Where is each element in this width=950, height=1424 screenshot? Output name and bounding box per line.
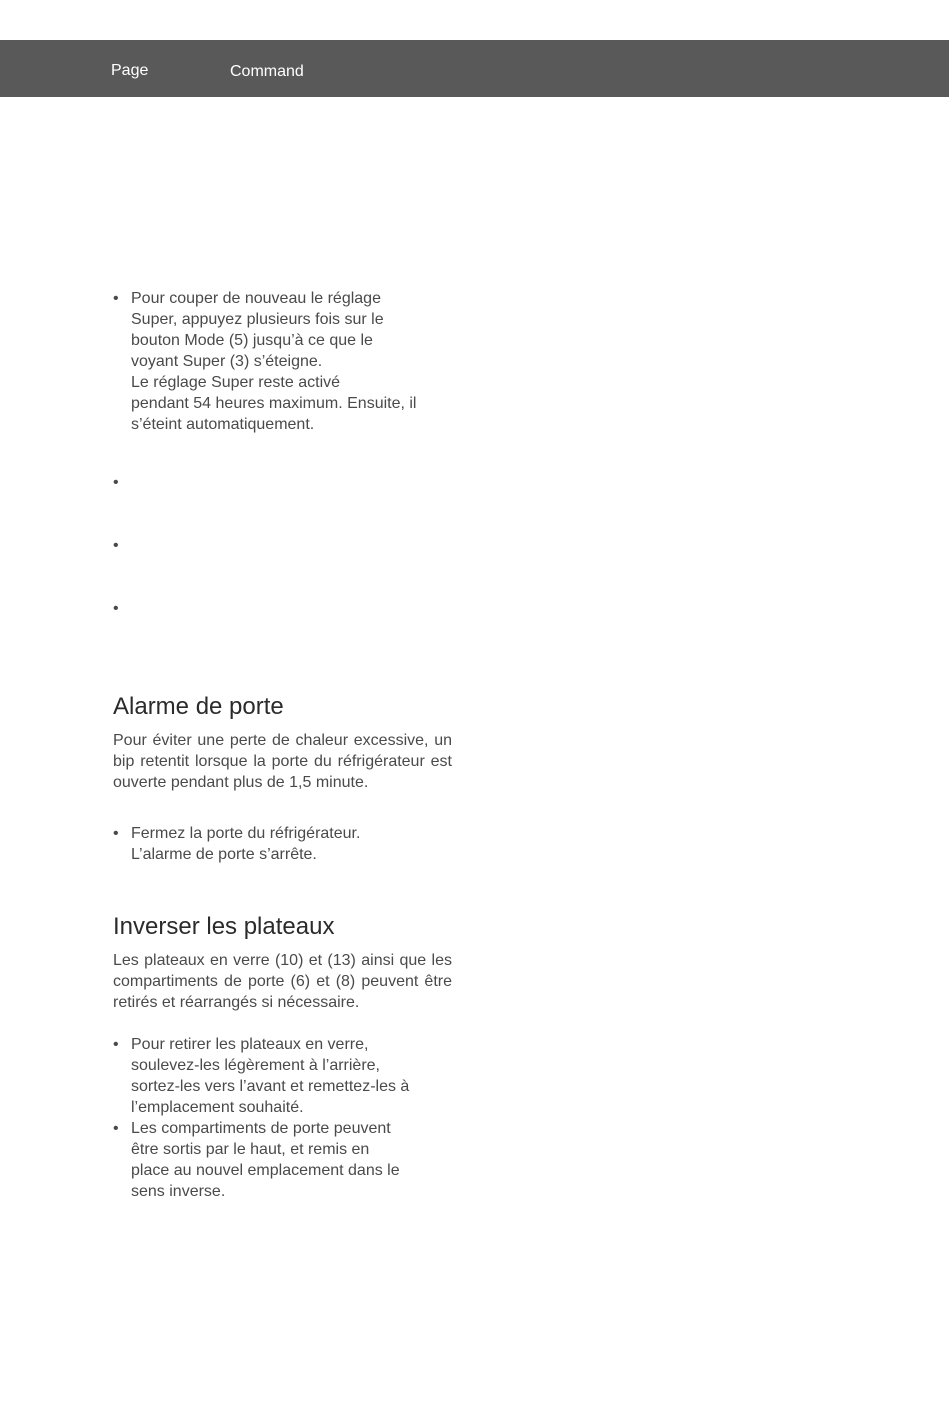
bullet-marker: •	[113, 474, 119, 491]
door-alarm-paragraph: Pour éviter une perte de chaleur excessive, un bip retentit lorsque la porte du réfrigérateur est ouverte pendant plus de 1,5 minute.	[113, 732, 452, 791]
bullet-marker: •	[113, 825, 119, 842]
header-bar	[0, 40, 949, 97]
bullet-marker: •	[113, 290, 119, 307]
bullet-marker: •	[113, 1120, 119, 1137]
command-column-label: Command	[230, 63, 304, 80]
shelves-bullet-2-text: Les compartiments de porte peuvent être sortis par le haut, et remis en place au nouvel emplacement dans le sens inverse.	[131, 1120, 400, 1200]
bullet-marker: •	[113, 1036, 119, 1053]
shelves-paragraph: Les plateaux en verre (10) et (13) ainsi que les compartiments de porte (6) et (8) peuvent être retirés et réarrangés si nécessaire.	[113, 952, 452, 1011]
door-alarm-heading: Alarme de porte	[113, 693, 284, 720]
bullet-marker: •	[113, 537, 119, 554]
shelves-heading: Inverser les plateaux	[113, 913, 335, 940]
page-column-label: Page	[111, 62, 149, 79]
super-setting-text: Pour couper de nouveau le réglage Super, appuyez plusieurs fois sur le bouton Mode (5) jusqu’à ce que le voyant Super (3) s’éteigne. Le réglage Super reste activé pendant 54 heures maximum. Ensuite, il s’éteint automatiquement.	[131, 290, 417, 433]
bullet-marker: •	[113, 600, 119, 617]
door-alarm-bullet-text: Fermez la porte du réfrigérateur. L’alarme de porte s’arrête.	[131, 825, 361, 863]
shelves-bullet-1-text: Pour retirer les plateaux en verre, soulevez-les légèrement à l’arrière, sortez-les vers l’avant et remettez-les à l’emplacement souhaité.	[131, 1036, 410, 1116]
